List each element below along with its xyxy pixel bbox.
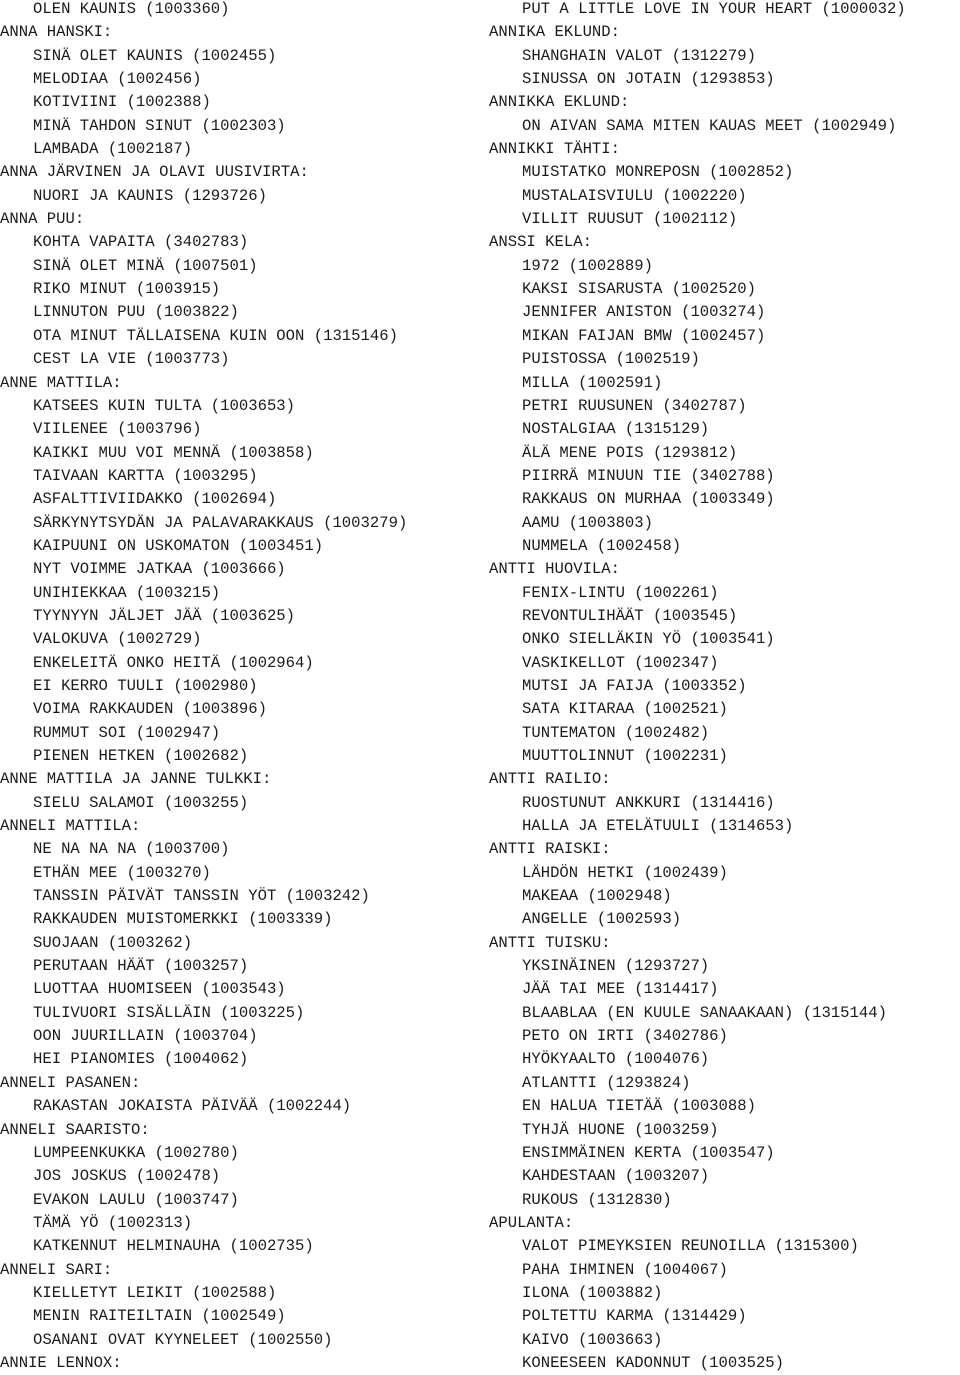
- artist-heading: APULANTA:: [489, 1213, 574, 1232]
- song-entry: MUSTALAISVIULU (1002220): [522, 186, 747, 205]
- song-entry: VIILENEE (1003796): [33, 420, 202, 439]
- song-entry: TAIVAAN KARTTA (1003295): [33, 466, 258, 485]
- song-entry: MUUTTOLINNUT (1002231): [522, 747, 728, 765]
- artist-heading: ANTTI RAISKI:: [489, 840, 611, 859]
- song-entry: KAKSI SISARUSTA (1002520): [522, 280, 756, 299]
- artist-heading: ANNELI MATTILA:: [0, 817, 141, 836]
- artist-heading: ANNE MATTILA JA JANNE TULKKI:: [0, 770, 272, 789]
- song-entry: RUKOUS (1312830): [522, 1190, 672, 1209]
- song-entry: LUMPEENKUKKA (1002780): [33, 1143, 239, 1162]
- song-entry: KONEESEEN KADONNUT (1003525): [522, 1353, 785, 1372]
- song-entry: VILLIT RUUSUT (1002112): [522, 210, 738, 229]
- song-entry: NUMMELA (1002458): [522, 536, 682, 555]
- song-entry: SHANGHAIN VALOT (1312279): [522, 46, 756, 65]
- song-entry: MILLA (1002591): [522, 373, 663, 392]
- artist-heading: ANTTI TUISKU:: [489, 933, 611, 952]
- artist-heading: ANTTI RAILIO:: [489, 770, 611, 789]
- song-entry: VALOKUVA (1002729): [33, 630, 202, 649]
- song-entry: KIELLETYT LEIKIT (1002588): [33, 1283, 277, 1302]
- song-entry: OLEN KAUNIS (1003360): [33, 0, 230, 18]
- song-entry: NUORI JA KAUNIS (1293726): [33, 186, 267, 205]
- song-entry: ILONA (1003882): [522, 1283, 663, 1302]
- artist-heading: ANNE MATTILA:: [0, 373, 122, 392]
- song-entry: ON AIVAN SAMA MITEN KAUAS MEET (1002949): [522, 116, 897, 135]
- song-entry: SATA KITARAA (1002521): [522, 700, 728, 719]
- song-entry: UNIHIEKKAA (1003215): [33, 583, 221, 602]
- song-entry: TUNTEMATON (1002482): [522, 723, 710, 742]
- right-column: [489, 0, 960, 1375]
- song-entry: NE NA NA NA (1003700): [33, 840, 230, 859]
- song-entry: RIKO MINUT (1003915): [33, 280, 221, 299]
- song-entry: KAIPUUNI ON USKOMATON (1003451): [33, 536, 324, 555]
- song-entry: TANSSIN PÄIVÄT TANSSIN YÖT (1003242): [33, 887, 370, 906]
- song-entry: SINÄ OLET KAUNIS (1002455): [33, 46, 277, 65]
- song-entry: AAMU (1003803): [522, 513, 654, 532]
- song-entry: RAKKAUDEN MUISTOMERKKI (1003339): [33, 910, 333, 929]
- song-entry: HEI PIANOMIES (1004062): [33, 1050, 249, 1069]
- song-entry: ETHÄN MEE (1003270): [33, 863, 211, 882]
- song-entry: ENKELEITÄ ONKO HEITÄ (1002964): [33, 653, 314, 672]
- song-entry: ATLANTTI (1293824): [522, 1073, 691, 1092]
- song-entry: PAHA IHMINEN (1004067): [522, 1260, 728, 1279]
- song-entry: HYÖKYAALTO (1004076): [522, 1050, 710, 1069]
- song-entry: OSANANI OVAT KYYNELEET (1002550): [33, 1330, 333, 1349]
- song-entry: SINÄ OLET MINÄ (1007501): [33, 256, 258, 275]
- song-entry: LUOTTAA HUOMISEEN (1003543): [33, 980, 286, 999]
- artist-heading: ANNIE LENNOX:: [0, 1353, 122, 1372]
- song-entry: JÄÄ TAI MEE (1314417): [522, 980, 719, 999]
- artist-heading: ANNIKKI TÄHTI:: [489, 140, 621, 159]
- song-entry: MINÄ TAHDON SINUT (1002303): [33, 116, 286, 135]
- song-entry: JOS JOSKUS (1002478): [33, 1167, 221, 1186]
- artist-heading: ANNIKKA EKLUND:: [489, 93, 630, 112]
- song-entry: KATKENNUT HELMINAUHA (1002735): [33, 1237, 314, 1256]
- song-entry: LÄHDÖN HETKI (1002439): [522, 863, 728, 882]
- song-entry: MENIN RAITEILTAIN (1002549): [33, 1307, 286, 1326]
- song-entry: PUISTOSSA (1002519): [522, 350, 700, 369]
- song-entry: TYYNYYN JÄLJET JÄÄ (1003625): [33, 606, 296, 625]
- song-entry: REVONTULIHÄÄT (1003545): [522, 606, 738, 625]
- song-entry: TYHJÄ HUONE (1003259): [522, 1120, 719, 1139]
- song-entry: EN HALUA TIETÄÄ (1003088): [522, 1097, 756, 1116]
- song-entry: TULIVUORI SISÄLLÄIN (1003225): [33, 1003, 305, 1022]
- song-entry: KATSEES KUIN TULTA (1003653): [33, 396, 296, 415]
- artist-heading: ANNELI PASANEN:: [0, 1073, 141, 1092]
- artist-heading: ANNIKA EKLUND:: [489, 23, 621, 42]
- song-entry: ÄLÄ MENE POIS (1293812): [522, 443, 738, 462]
- song-entry: KOHTA VAPAITA (3402783): [33, 233, 249, 252]
- song-entry: PETRI RUUSUNEN (3402787): [522, 396, 747, 415]
- song-entry: MUTSI JA FAIJA (1003352): [522, 676, 747, 695]
- song-entry: SINUSSA ON JOTAIN (1293853): [522, 70, 775, 89]
- song-entry: HALLA JA ETELÄTUULI (1314653): [522, 817, 794, 836]
- song-entry: NOSTALGIAA (1315129): [522, 420, 710, 439]
- song-entry: KOTIVIINI (1002388): [33, 93, 211, 112]
- song-entry: RAKASTAN JOKAISTA PÄIVÄÄ (1002244): [33, 1097, 352, 1116]
- song-entry: MAKEAA (1002948): [522, 887, 672, 906]
- song-entry: RAKKAUS ON MURHAA (1003349): [522, 490, 775, 509]
- song-entry: CEST LA VIE (1003773): [33, 350, 230, 369]
- song-entry: LAMBADA (1002187): [33, 140, 193, 159]
- song-entry: SUOJAAN (1003262): [33, 933, 193, 952]
- artist-heading: ANNA JÄRVINEN JA OLAVI UUSIVIRTA:: [0, 163, 309, 182]
- song-entry: MIKAN FAIJAN BMW (1002457): [522, 326, 766, 345]
- song-entry: MUISTATKO MONREPOSN (1002852): [522, 163, 794, 182]
- song-entry: PIENEN HETKEN (1002682): [33, 747, 249, 765]
- song-entry: TÄMÄ YÖ (1002313): [33, 1213, 193, 1232]
- song-entry: PETO ON IRTI (3402786): [522, 1027, 728, 1046]
- song-entry: SIELU SALAMOI (1003255): [33, 793, 249, 812]
- song-entry: VOIMA RAKKAUDEN (1003896): [33, 700, 267, 719]
- song-entry: OON JUURILLAIN (1003704): [33, 1027, 258, 1046]
- song-entry: MELODIAA (1002456): [33, 70, 202, 89]
- artist-heading: ANNA HANSKI:: [0, 23, 113, 42]
- song-entry: RUMMUT SOI (1002947): [33, 723, 221, 742]
- song-entry: EI KERRO TUULI (1002980): [33, 676, 258, 695]
- song-entry: POLTETTU KARMA (1314429): [522, 1307, 747, 1326]
- song-entry: KAIVO (1003663): [522, 1330, 663, 1349]
- song-entry: RUOSTUNUT ANKKURI (1314416): [522, 793, 775, 812]
- song-entry: OTA MINUT TÄLLAISENA KUIN OON (1315146): [33, 326, 398, 345]
- artist-heading: ANSSI KELA:: [489, 233, 592, 252]
- song-entry: 1972 (1002889): [522, 256, 654, 275]
- song-entry: VASKIKELLOT (1002347): [522, 653, 719, 672]
- song-entry: ANGELLE (1002593): [522, 910, 682, 929]
- song-entry: KAIKKI MUU VOI MENNÄ (1003858): [33, 443, 314, 462]
- song-entry: PIIRRÄ MINUUN TIE (3402788): [522, 466, 775, 485]
- song-entry: ASFALTTIVIIDAKKO (1002694): [33, 490, 277, 509]
- song-entry: FENIX-LINTU (1002261): [522, 583, 719, 602]
- song-entry: KAHDESTAAN (1003207): [522, 1167, 710, 1186]
- song-entry: BLAABLAA (EN KUULE SANAAKAAN) (1315144): [522, 1003, 887, 1022]
- artist-heading: ANNA PUU:: [0, 210, 85, 229]
- song-entry: PERUTAAN HÄÄT (1003257): [33, 957, 249, 976]
- artist-heading: ANNELI SARI:: [0, 1260, 113, 1279]
- song-entry: JENNIFER ANISTON (1003274): [522, 303, 766, 322]
- song-entry: LINNUTON PUU (1003822): [33, 303, 239, 322]
- song-entry: NYT VOIMME JATKAA (1003666): [33, 560, 286, 579]
- artist-heading: ANTTI HUOVILA:: [489, 560, 621, 579]
- song-entry: SÄRKYNYTSYDÄN JA PALAVARAKKAUS (1003279): [33, 513, 408, 532]
- song-entry: ONKO SIELLÄKIN YÖ (1003541): [522, 630, 775, 649]
- song-entry: ENSIMMÄINEN KERTA (1003547): [522, 1143, 775, 1162]
- song-entry: PUT A LITTLE LOVE IN YOUR HEART (1000032): [522, 0, 906, 18]
- song-entry: YKSINÄINEN (1293727): [522, 957, 710, 976]
- artist-heading: ANNELI SAARISTO:: [0, 1120, 150, 1139]
- song-entry: VALOT PIMEYKSIEN REUNOILLA (1315300): [522, 1237, 859, 1256]
- song-entry: EVAKON LAULU (1003747): [33, 1190, 239, 1209]
